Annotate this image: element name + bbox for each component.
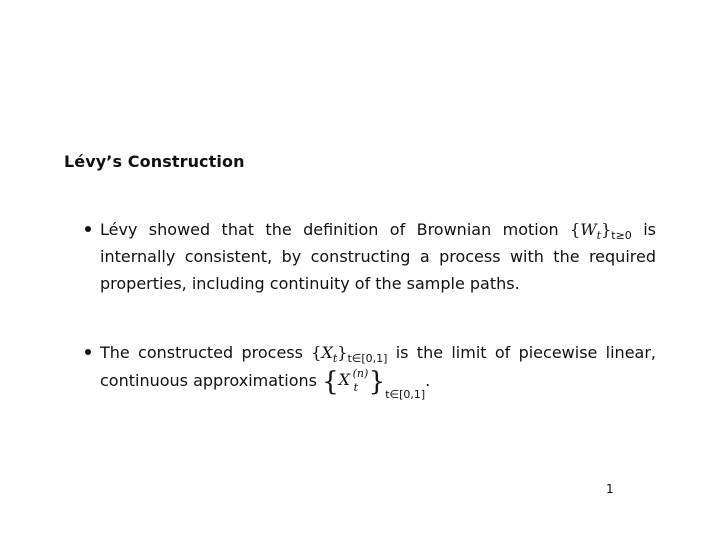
math-variable: X [321,343,333,362]
brownian-motion-formula: $\{W_t\}_{t\ge 0}$ [570,220,632,243]
math-subscript: t [596,229,602,243]
bullet-text-end: . [425,371,431,390]
math-variable: X [338,370,351,389]
bullet-item-constructed-process [84,339,657,401]
math-superscript: (n) [352,367,369,380]
math-index-set: t∈[0,1] [385,388,426,401]
bullet-dot-icon [85,226,91,232]
page-number: 1 [606,482,614,496]
math-index-set: t∈[0,1] [347,352,388,366]
bullet-list [84,216,657,401]
process-formula: $\{X_t\}_{t\in[0,1]}$ [311,343,388,366]
bullet-text-continued: is internally consistent, by constructing a process with the required properties, including continuity of the sample paths. [100,220,656,293]
math-index-set: t≥0 [611,229,632,243]
math-variable: W [580,220,597,239]
math-subscript: t [332,352,338,366]
bullet-text: Lévy showed that the definition of Brownian motion [100,220,571,239]
bullet-dot-icon [85,349,91,355]
bullet-item-brownian-definition [84,216,656,297]
bullet-text: The constructed process [100,343,312,362]
approximation-formula: { X (n) t }$_{t\in[0,1]}$ [322,371,425,390]
slide-title: Lévy’s Construction [64,152,245,171]
math-subscript: t [353,381,359,394]
bullet-text-continued: is the limit of piecewise linear, continuous approximations [100,343,657,390]
